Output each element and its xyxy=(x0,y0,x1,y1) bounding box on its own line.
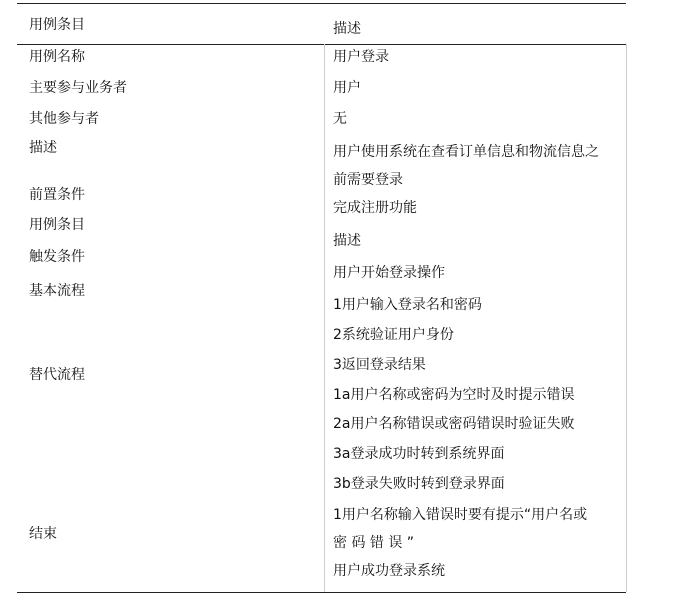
row-label-description: 描述 xyxy=(29,140,57,156)
table-header-rule xyxy=(17,44,626,45)
value-end: 用户成功登录系统 xyxy=(333,563,445,579)
table-bottom-rule xyxy=(17,592,626,593)
table-right-border xyxy=(626,44,627,592)
value-description-line1: 用户使用系统在查看订单信息和物流信息之 xyxy=(333,144,599,160)
value-alt-flow-2a: 2a用户名称错误或密码错误时验证失败 xyxy=(333,416,575,432)
row-label-alternate-flow: 替代流程 xyxy=(29,367,85,383)
value-basic-flow-step1: 1用户输入登录名和密码 xyxy=(333,297,482,313)
row-label-end: 结束 xyxy=(29,526,57,542)
value-description-line2: 前需要登录 xyxy=(333,172,403,188)
value-trigger: 用户开始登录操作 xyxy=(333,265,445,281)
value-precondition: 完成注册功能 xyxy=(333,200,417,216)
value-alt-flow-3b: 3b登录失败时转到登录界面 xyxy=(333,476,505,492)
value-basic-flow-step3: 3返回登录结果 xyxy=(333,357,426,373)
value-other-actors: 无 xyxy=(333,111,347,127)
header-use-case-item: 用例条目 xyxy=(29,17,85,33)
row-label-trigger: 触发条件 xyxy=(29,249,85,265)
value-alt-flow-1a: 1a用户名称或密码为空时及时提示错误 xyxy=(333,387,575,403)
header-description: 描述 xyxy=(333,21,361,37)
row-label-other-actors: 其他参与者 xyxy=(29,111,99,127)
row-label-primary-actor: 主要参与业务者 xyxy=(29,80,127,96)
value-basic-flow-step2: 2系统验证用户身份 xyxy=(333,327,454,343)
column-separator xyxy=(324,44,325,592)
row-label-use-case-item: 用例条目 xyxy=(29,217,85,233)
row-label-basic-flow: 基本流程 xyxy=(29,283,85,299)
table-top-rule xyxy=(17,3,626,4)
row-label-use-case-name: 用例名称 xyxy=(29,49,85,65)
row-label-precondition: 前置条件 xyxy=(29,187,85,203)
value-alt-flow-note-line2: 密 码 错 误 ” xyxy=(333,535,415,551)
value-use-case-item: 描述 xyxy=(333,233,361,249)
value-alt-flow-note-line1: 1用户名称输入错误时要有提示“用户名或 xyxy=(333,507,588,523)
value-use-case-name: 用户登录 xyxy=(333,49,389,65)
value-primary-actor: 用户 xyxy=(333,80,361,96)
value-alt-flow-3a: 3a登录成功时转到系统界面 xyxy=(333,446,505,462)
